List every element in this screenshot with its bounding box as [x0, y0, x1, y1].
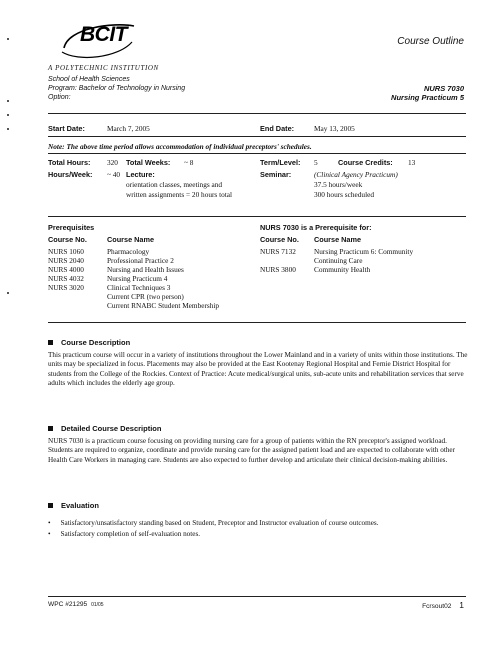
bullet-square-icon [48, 503, 53, 508]
schedule-note: Note: The above time period allows accommodation of individual preceptors' schedules. [48, 142, 312, 151]
option-label: Option: [48, 94, 71, 101]
start-date-value: March 7, 2005 [107, 124, 150, 133]
bullet-icon: • [48, 530, 51, 538]
course-credits-label: Course Credits: [338, 158, 393, 167]
margin-dot [7, 100, 9, 102]
course-name: Professional Practice 2 [107, 256, 174, 265]
seminar-line: 300 hours scheduled [314, 190, 374, 199]
hours-week-label: Hours/Week: [48, 170, 93, 179]
prereq-for-col-course-no: Course No. [260, 235, 299, 244]
total-weeks-label: Total Weeks: [126, 158, 171, 167]
margin-dot [7, 128, 9, 130]
term-level-value: 5 [314, 158, 318, 167]
evaluation-heading: Evaluation [48, 501, 99, 510]
course-name: Nursing and Health Issues [107, 265, 184, 274]
prereq-for-col-course-name: Course Name [314, 235, 362, 244]
divider [48, 113, 466, 114]
course-name: Continuing Care [314, 256, 363, 265]
lecture-line: written assignments = 20 hours total [126, 190, 233, 199]
evaluation-item: • Satisfactory completion of self-evaluation notes. [48, 530, 201, 538]
lecture-line: orientation classes, meetings and [126, 180, 223, 189]
course-title: Nursing Practicum 5 [391, 93, 464, 102]
margin-dot [7, 292, 9, 294]
course-no: NURS 2040 [48, 256, 84, 265]
bullet-square-icon [48, 340, 53, 345]
course-no: NURS 7132 [260, 247, 296, 256]
prereq-extra: Current CPR (two person) [107, 292, 184, 301]
institution-tagline: A POLYTECHNIC INSTITUTION [48, 64, 159, 72]
prereq-col-course-no: Course No. [48, 235, 87, 244]
course-credits-value: 13 [408, 158, 416, 167]
seminar-line: (Clinical Agency Practicum) [314, 170, 398, 179]
margin-dot [7, 38, 9, 40]
divider [48, 136, 466, 137]
course-no: NURS 1060 [48, 247, 84, 256]
divider [48, 216, 466, 217]
prereq-col-course-name: Course Name [107, 235, 155, 244]
prereq-extra: Current RNABC Student Membership [107, 301, 220, 310]
footer-divider [48, 596, 466, 597]
total-hours-value: 320 [107, 158, 118, 167]
total-hours-label: Total Hours: [48, 158, 91, 167]
document-type: Course Outline [397, 36, 464, 47]
evaluation-item: • Satisfactory/unsatisfactory standing based on Student, Preceptor and Instructor evaluation of course outcomes. [48, 519, 379, 527]
logo-text: BCIT [80, 23, 127, 46]
page-number: 1 [459, 600, 464, 610]
school-name: School of Health Sciences [48, 76, 130, 83]
lecture-label: Lecture: [126, 170, 155, 179]
total-weeks-value: ~ 8 [184, 158, 194, 167]
detailed-description-text: NURS 7030 is a practicum course focusing on providing nursing care for a group of patients within the RN preceptor's assigned workload. Students are required to organize, coordinate and provide nursing care for the assigned patient load and are expected to collaborate with other Health Care Workers in managing care. Students are also expected to further develop and articulate their clinical decision-making abilities. [48, 437, 456, 464]
end-date-value: May 13, 2005 [314, 124, 355, 133]
prereq-for-numbers [260, 247, 296, 274]
prerequisite-for-title: NURS 7030 is a Prerequisite for: [260, 223, 372, 232]
term-level-label: Term/Level: [260, 158, 301, 167]
course-no: NURS 4000 [48, 265, 84, 274]
detailed-description-heading: Detailed Course Description [48, 424, 161, 433]
program-name: Program: Bachelor of Technology in Nursing [48, 85, 186, 92]
end-date-label: End Date: [260, 124, 295, 133]
margin-dot [7, 114, 9, 116]
course-no: NURS 3800 [260, 265, 296, 274]
bullet-square-icon [48, 426, 53, 431]
course-no: NURS 4032 [48, 274, 84, 283]
course-name: Nursing Practicum 6: Community [314, 247, 414, 256]
course-description-text: This practicum course will occur in a variety of institutions throughout the Lower Mainland and in a variety of units within those institutions. The units may be specialized in focus. Placements may also be provided at the East Kootenay Regional Hospital and Fernie District Hospital for students from the College of the Rockies. Context of Practice: Acute medical/surgical units, sub-acute units and rehabilitation services that serve adults which includes the elderly age group. [48, 351, 468, 387]
footer-left: WPC #21295 01/05 [48, 601, 104, 608]
course-name: Nursing Practicum 4 [107, 274, 168, 283]
bullet-icon: • [48, 519, 51, 527]
prereq-row [48, 247, 84, 292]
course-name: Pharmacology [107, 247, 150, 256]
footer-right: Fcrsout02 1 [422, 600, 464, 610]
divider [48, 153, 466, 154]
start-date-label: Start Date: [48, 124, 85, 133]
course-no: NURS 3020 [48, 283, 84, 292]
seminar-label: Seminar: [260, 170, 292, 179]
course-name: Community Health [314, 265, 371, 274]
course-code: NURS 7030 [423, 84, 464, 93]
hours-week-value: ~ 40 [107, 170, 121, 179]
divider [48, 322, 466, 323]
course-description-heading: Course Description [48, 338, 130, 347]
course-no [260, 256, 296, 265]
prereq-names [107, 247, 219, 310]
course-name: Clinical Techniques 3 [107, 283, 171, 292]
prereq-for-names [314, 247, 413, 274]
seminar-line: 37.5 hours/week [314, 180, 363, 189]
prerequisites-title: Prerequisites [48, 223, 95, 232]
